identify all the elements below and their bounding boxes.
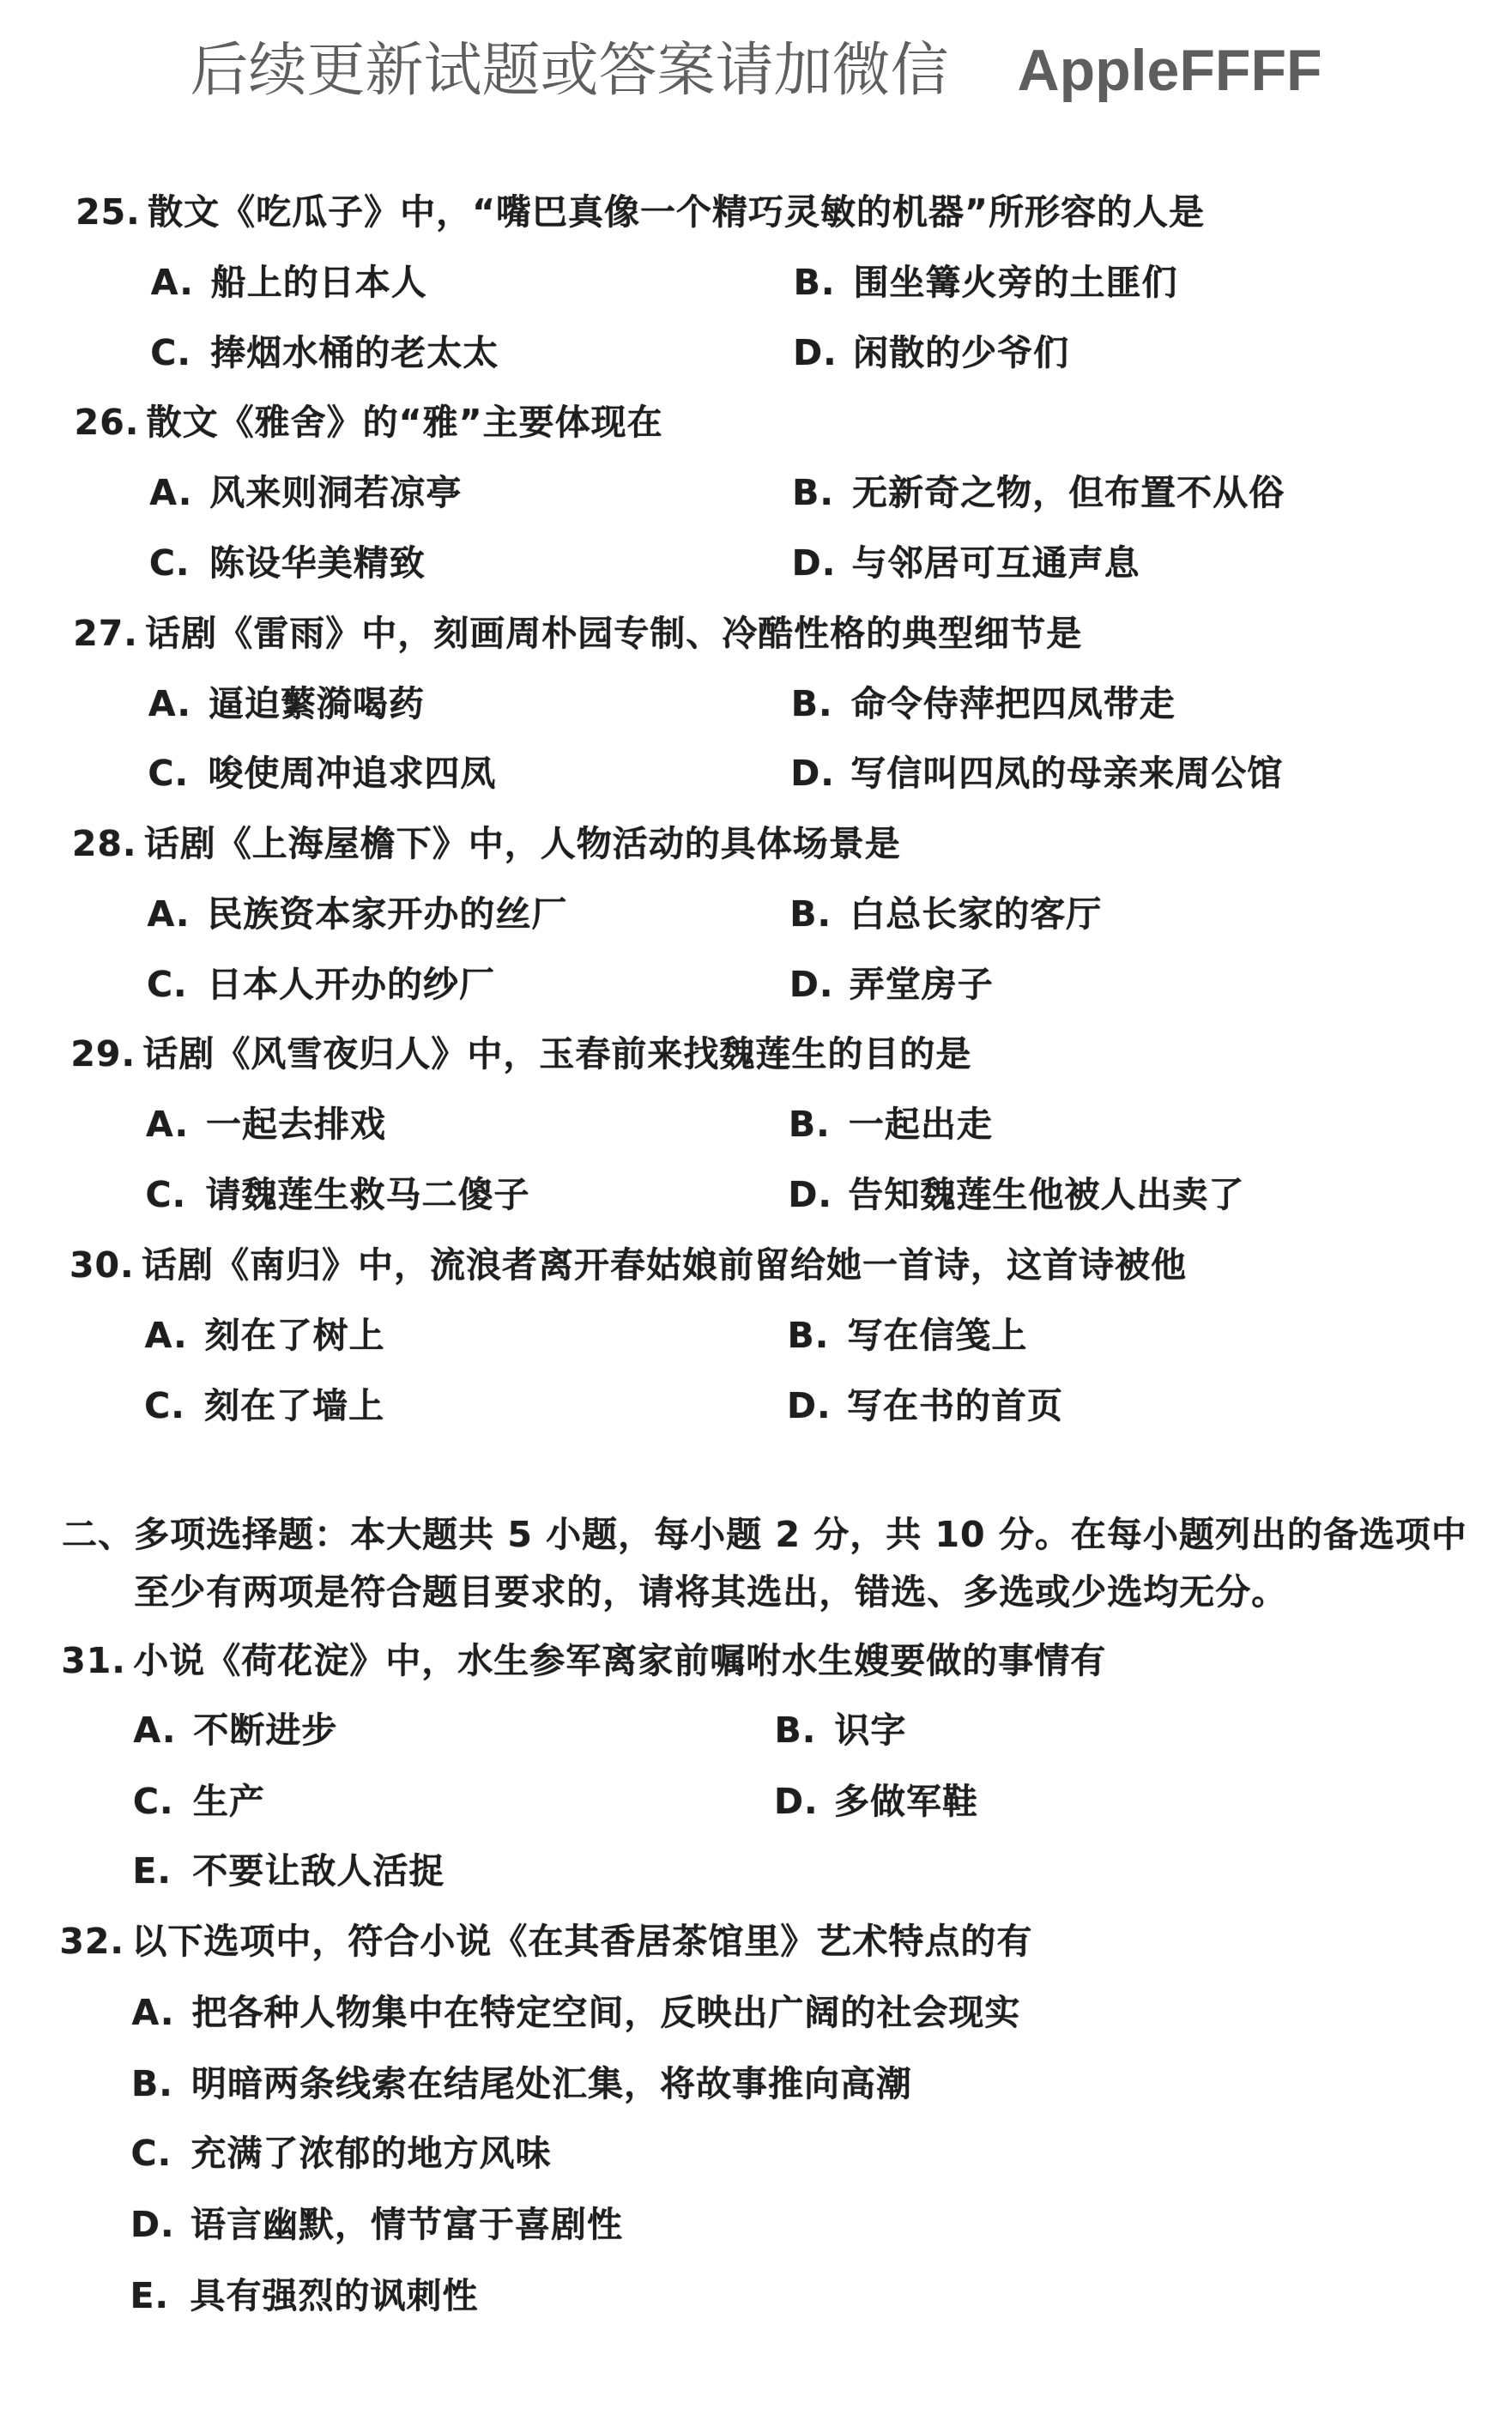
option-text: 一起出走 [848,1104,993,1146]
option-text: 充满了浓郁的地方风味 [191,2133,552,2175]
question-stem [75,398,663,446]
question-number: 27. [73,612,138,654]
option-text: 多做军鞋 [833,1780,978,1822]
option-text: 日本人开办的纱厂 [206,963,495,1005]
option-letter: C. [146,963,188,1005]
option [149,539,426,587]
option [788,1171,1244,1219]
option-letter: C. [150,331,191,373]
section-instructions-1: 多项选择题：本大题共 5 小题，每小题 2 分，共 10 分。在每小题列出的备选项中 [134,1514,1467,1556]
option [133,1777,265,1825]
option-text: 写在书的首页 [846,1384,1063,1426]
section-heading [62,1510,1467,1559]
option-letter: C. [145,1174,187,1216]
option-letter: D. [130,2203,175,2245]
option-text: 闲散的少爷们 [853,331,1070,373]
option [149,469,462,517]
watermark-text: 后续更新试题或答案请加微信 [190,37,949,105]
option-text: 告知魏莲生他被人出卖了 [848,1174,1245,1216]
question-number: 29. [70,1033,136,1075]
question-stem [76,188,1205,236]
option-text: 请魏莲生救马二傻子 [205,1174,530,1216]
option-text: 命令侍萍把四凤带走 [850,682,1176,724]
option-text: 捧烟水桶的老太太 [210,331,499,373]
option [147,960,495,1008]
question-number: 28. [71,823,137,865]
option [145,1311,385,1359]
option-letter: B. [789,893,832,935]
option [150,329,499,377]
option [132,1847,445,1895]
option-text: 写信叫四凤的母亲来周公馆 [850,753,1284,795]
option [151,258,427,306]
question-text: 散文《雅舍》的“雅”主要体现在 [146,402,663,444]
option-letter: B. [774,1709,817,1751]
option-text: 写在信笺上 [847,1314,1028,1356]
option [789,890,1102,938]
option [789,960,994,1008]
option-letter: C. [144,1384,185,1426]
option-text: 船上的日本人 [210,261,427,303]
option-letter: A. [148,682,191,724]
option-letter: E. [132,1849,172,1891]
option-text: 不断进步 [193,1709,338,1751]
option-letter: D. [789,963,834,1005]
option-letter: A. [133,1709,177,1751]
option-letter: C. [148,753,190,795]
option-text: 刻在了树上 [204,1314,385,1356]
question-stem [72,820,901,868]
question-stem [59,1917,1032,1965]
option-letter: D. [793,331,838,373]
option [791,680,1176,728]
option-text: 语言幽默，情节富于喜剧性 [191,2203,623,2245]
option-letter: B. [792,472,834,514]
option [146,1171,530,1219]
option-text: 弄堂房子 [849,963,994,1005]
option [133,1706,337,1754]
option [148,680,425,728]
question-number: 26. [74,402,140,444]
option [774,1706,906,1754]
option [790,749,1283,797]
option-letter: C. [132,1780,174,1822]
option [146,1100,386,1148]
option-letter: D. [788,1174,832,1216]
option [793,329,1069,377]
watermark [0,24,1512,107]
option-text: 把各种人物集中在特定空间，反映出广阔的社会现实 [191,1992,1021,2034]
question-text: 话剧《上海屋檐下》中，人物活动的具体场景是 [143,823,901,865]
question-text: 话剧《南归》中，流浪者离开春姑娘前留给她一首诗，这首诗被他 [141,1244,1187,1286]
question-number: 25. [76,191,141,233]
option-text: 一起去排戏 [206,1104,387,1146]
option-text: 民族资本家开办的丝厂 [207,893,568,935]
question-text: 话剧《雷雨》中，刻画周朴园专制、冷酷性格的典型细节是 [145,612,1083,654]
option-letter: B. [787,1314,830,1356]
option-text: 识字 [834,1709,907,1751]
option-letter: B. [130,2063,173,2105]
watermark-wechat-id: AppleFFFF [1017,38,1322,103]
option-text: 白总长家的客厅 [850,893,1103,935]
option [774,1777,978,1825]
option-letter: A. [146,1104,190,1146]
option-letter: D. [786,1384,832,1426]
question-number: 31. [61,1639,126,1681]
option-letter: A. [147,893,191,935]
option-text: 明暗两条线索在结尾处汇集，将故事推向高潮 [191,2063,912,2105]
option-letter: E. [130,2274,170,2316]
question-stem [73,609,1082,657]
section-heading-cont [134,1568,1287,1616]
question-text: 以下选项中，符合小说《在其香居茶馆里》艺术特点的有 [131,1921,1033,1963]
question-stem [61,1637,1106,1685]
option-letter: D. [773,1780,819,1822]
option [789,1100,993,1148]
option-text: 陈设华美精致 [209,542,426,584]
option-text: 逼迫蘩漪喝药 [208,682,425,724]
section-number: 二、 [62,1514,135,1556]
question-number: 30. [69,1244,135,1286]
option-letter: A. [149,472,193,514]
option-letter: B. [790,682,833,724]
option-letter: A. [131,1992,175,2034]
option [787,1311,1027,1359]
option-letter: D. [791,542,837,584]
option [794,258,1178,306]
section-instructions-2: 至少有两项是符合题目要求的，请将其选出，错选、多选或少选均无分。 [134,1571,1288,1613]
option-text: 刻在了墙上 [204,1384,385,1426]
option-letter: C. [148,542,191,584]
option [131,2060,912,2108]
option [144,1382,384,1430]
option-letter: C. [130,2133,172,2175]
question-text: 散文《吃瓜子》中，“嘴巴真像一个精巧灵敏的机器”所形容的人是 [148,191,1205,233]
option-text: 不要让敌人活捉 [192,1849,445,1891]
option-text: 围坐篝火旁的土匪们 [853,261,1178,303]
option [147,890,567,938]
option-text: 具有强烈的讽刺性 [190,2274,479,2316]
option-text: 与邻居可互通声息 [851,542,1140,584]
question-text: 话剧《风雪夜归人》中，玉春前来找魏莲生的目的是 [142,1033,972,1075]
option [131,1988,1020,2037]
option [787,1382,1063,1430]
question-stem [70,1030,971,1078]
question-stem [70,1241,1187,1289]
option-letter: D. [790,753,835,795]
option-text: 生产 [192,1780,265,1822]
option-text: 唆使周冲追求四凤 [208,753,497,795]
question-text: 小说《荷花淀》中，水生参军离家前嘱咐水生嫂要做的事情有 [133,1639,1107,1681]
option-text: 风来则洞若凉亭 [209,472,463,514]
option-letter: A. [144,1314,188,1356]
option-letter: B. [793,261,836,303]
option-letter: A. [150,261,194,303]
option [130,2200,623,2249]
option [130,2129,551,2177]
option-text: 无新奇之物，但布置不从俗 [852,472,1285,514]
option [792,469,1285,517]
question-number: 32. [59,1921,124,1963]
option [792,539,1140,587]
option-letter: B. [788,1104,831,1146]
option [148,749,496,797]
option [130,2272,479,2320]
